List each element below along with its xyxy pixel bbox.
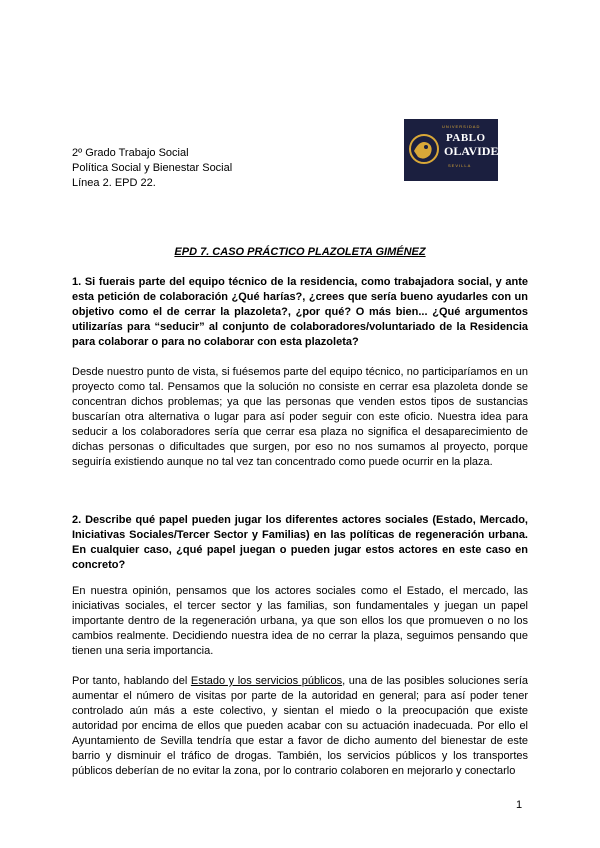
document-title: EPD 7. CASO PRÁCTICO PLAZOLETA GIMÉNEZ <box>174 246 426 258</box>
answer-1-paragraph: Desde nuestro punto de vista, si fuésemos parte del equipo técnico, no participaríamos en un proyecto como tal. Pensamos que la solución no consiste en cerrar esa plazoleta donde se concentran dichos problemas; ya que las personas que venden estos tipos de sustancias buscarían otra alternativa o lugar para así poder seguir con este oficio. Nuestra idea para seducir a los colaboradores sería que cerrar esa plaza no significa el desaparecimiento de dichas personas o dificultades que surgen, por eso no nos sumamos al proyecto, porque seguiría existiendo aunque no tal vez tan concentrado como puede ocurrir en la plaza. <box>72 366 528 468</box>
answer-3-intro: Por tanto, hablando del <box>72 675 191 687</box>
question-2: 2. Describe qué papel pueden jugar los diferentes actores sociales (Estado, Mercado, Iniciativas Sociales/Tercer Sector y Familias) en las políticas de regeneración urbana. En cualquier caso, ¿qué papel juegan o pueden jugar estos actores en este caso en concreto? <box>72 514 528 571</box>
logo-city-text: SEVILLA <box>448 163 472 168</box>
answer-3-body: , una de las posibles soluciones sería aumentar el número de visitas por parte de la autoridad en general; para así poder tener controlado aún más a este colectivo, y sientan el miedo o la preocupación que existe autoridad por encima de ellos que pueden acabar con su actuación inadecuada. Por ello el Ayuntamiento de Sevilla tendría que estar a favor de dicho aumento del bienestar de este barrio y disminuir el tráfico de drogas. También, los servicios públicos y los transportes públicos deberían de no evitar la zona, por lo contrario colaboren en mejorarlo y conectarlo <box>72 675 528 777</box>
question-1: 1. Si fuerais parte del equipo técnico de la residencia, como trabajadora social, y ante esta petición de colaboración ¿Qué harías?, ¿crees que sería bueno ayudarles con un objetivo como el de cerrar la plazoleta?, ¿por qué? O más bien... ¿Qué argumentos utilizarías para “seducir” al conjunto de colaboradores/voluntariado de la Residencia para colaborar o para no colaborar con esta plazoleta? <box>72 276 528 348</box>
header-subject: Política Social y Bienestar Social <box>72 162 233 174</box>
page-number: 1 <box>516 799 523 811</box>
answer-3-paragraph <box>72 674 528 779</box>
logo-name-first: PABLO <box>446 132 486 144</box>
logo-name-second: OLAVIDE <box>444 144 498 158</box>
header-group: Línea 2. EPD 22. <box>72 177 156 189</box>
olavide-emblem-icon <box>408 129 440 169</box>
header-course: 2º Grado Trabajo Social <box>72 147 189 159</box>
logo-university-text: UNIVERSIDAD <box>442 124 481 129</box>
answer-2-paragraph: En nuestra opinión, pensamos que los actores sociales como el Estado, el mercado, las iniciativas sociales, el tercer sector y las familias, son fundamentales y juegan un papel importante dentro de la regeneración urbana, ya que son ellos los que promueven o no los cambios realmente. Decidiendo nuestra idea de no cerrar la plaza, seguimos pensando que tienen una seria importancia. <box>72 585 528 657</box>
document-header <box>72 146 232 191</box>
university-logo <box>404 119 498 181</box>
answer-3-underlined-term: Estado y los servicios públicos <box>190 675 343 687</box>
